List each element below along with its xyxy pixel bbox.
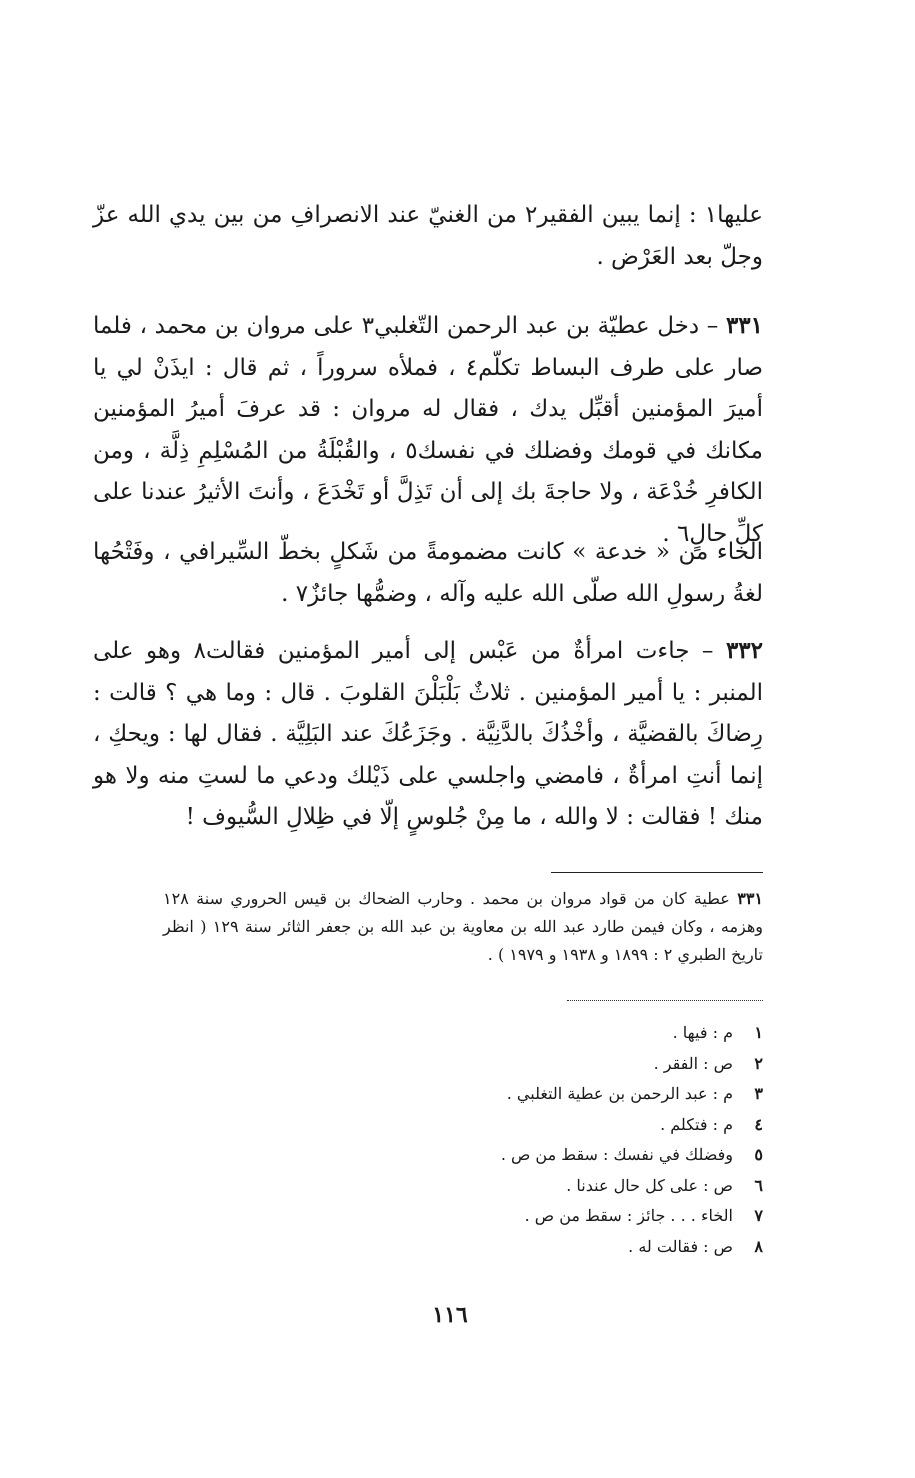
- commentary-note: [163, 885, 763, 969]
- footnote-text: م : فيها .: [672, 1023, 733, 1042]
- footnote-text: الخاء . . . جائز : سقط من ص .: [524, 1206, 733, 1225]
- body-paragraph-332: [93, 630, 763, 839]
- footnote-text: م : عبد الرحمن بن عطية التغلبي .: [506, 1084, 733, 1103]
- footnote-number: ٦: [754, 1175, 763, 1195]
- footnote-text: ص : على كل حال عندنا .: [566, 1175, 733, 1195]
- commentary-separator: [551, 872, 763, 873]
- body-paragraph-gloss: [93, 532, 763, 615]
- footnote-number: ٢: [754, 1053, 763, 1073]
- entry-number: ٣٣١: [725, 312, 763, 339]
- footnote-text: ص : الفقر .: [653, 1053, 733, 1073]
- footnote-number: ٤: [754, 1114, 763, 1134]
- paragraph-text: – جاءت امرأةٌ من عَبْس إلى أمير المؤمنين فقالت٨ وهو على المنبر : يا أمير المؤمنين . ثلاثٌ بَلْبَلْنَ القلوبَ . قال : وما هي ؟ قالت : رِضاكَ بالقضيَّة ، وأخْذُكَ بالدَّنِيَّة . وجَزَعُكَ عند البَلِيَّة . فقال لها : ويحكِ ، إنما أنتِ امرأةٌ ، فامضي واجلسي على ذَيْلك ودعي ما لستِ منه ولا هو منك ! فقالت : لا والله ، ما مِنْ جُلوسٍ إلّا في ظِلالِ السُّيوف !: [93, 638, 763, 830]
- footnote-number: ٧: [754, 1206, 763, 1225]
- commentary-text: عطية كان من قواد مروان بن محمد . وحارب الضحاك بن قيس الحروري سنة ١٢٨ وهزمه ، وكان فيمن طارد عبد الله بن معاوية بن عبد الله بن جعفر الثائر سنة ١٢٩ ( انظر تاريخ الطبري ٢ : ١٨٩٩ و ١٩٣٨ و ١٩٧٩ ) .: [163, 889, 764, 964]
- footnote-item: [363, 1110, 763, 1141]
- paragraph-text: الخاء من « خدعة » كانت مضمومةً من شَكلٍ بخطّ السِّيرافي ، وفَتْحُها لغةُ رسولِ الله صلّى الله عليه وآله ، وضمُّها جائزٌ٧ .: [93, 539, 763, 607]
- footnote-item: [363, 1140, 763, 1171]
- footnote-number: ١: [754, 1023, 763, 1042]
- footnote-text: ص : فقالت له .: [628, 1236, 733, 1256]
- commentary-number: ٣٣١: [737, 889, 763, 908]
- footnote-item: [363, 1232, 763, 1263]
- body-paragraph-331: [93, 305, 763, 555]
- footnote-item: [363, 1049, 763, 1080]
- footnote-number: ٣: [754, 1084, 763, 1103]
- footnote-text: م : فتكلم .: [660, 1114, 733, 1134]
- footnote-item: [363, 1018, 763, 1049]
- footnotes-separator: [567, 1000, 763, 1001]
- footnote-item: [363, 1171, 763, 1202]
- footnote-number: ٨: [754, 1236, 763, 1256]
- body-paragraph-1: [93, 195, 763, 278]
- page-number: ١١٦: [432, 1302, 468, 1328]
- footnotes-list: [363, 1018, 763, 1262]
- paragraph-text: – دخل عطيّة بن عبد الرحمن التّغلبي٣ على مروان بن محمد ، فلما صار على طرف البساط تكلّم٤ ، فملأه سروراً ، ثم قال : ايذَنْ لي يا أميرَ المؤمنين أقبِّل يدك ، فقال له مروان : قد عرفَ أميرُ المؤمنين مكانك في قومك وفضلك في نفسك٥ ، والقُبْلَةُ من المُسْلِمِ ذِلَّة ، ومن الكافرِ خُدْعَة ، ولا حاجةَ بك إلى أن تَذِلَّ أو تَخْدَعَ ، وأنتَ الأثيرُ عندنا على كلِّ حالٍ٦ .: [93, 313, 764, 547]
- footnote-text: وفضلك في نفسك : سقط من ص .: [500, 1145, 733, 1164]
- entry-number: ٣٣٢: [725, 637, 764, 664]
- footnote-item: [363, 1201, 763, 1232]
- footnote-item: [363, 1079, 763, 1110]
- footnote-number: ٥: [754, 1145, 763, 1164]
- paragraph-text: عليها١ : إنما يبين الفقير٢ من الغنيّ عند الانصرافِ من بين يدي الله عزّ وجلّ بعد العَرْض .: [93, 202, 763, 270]
